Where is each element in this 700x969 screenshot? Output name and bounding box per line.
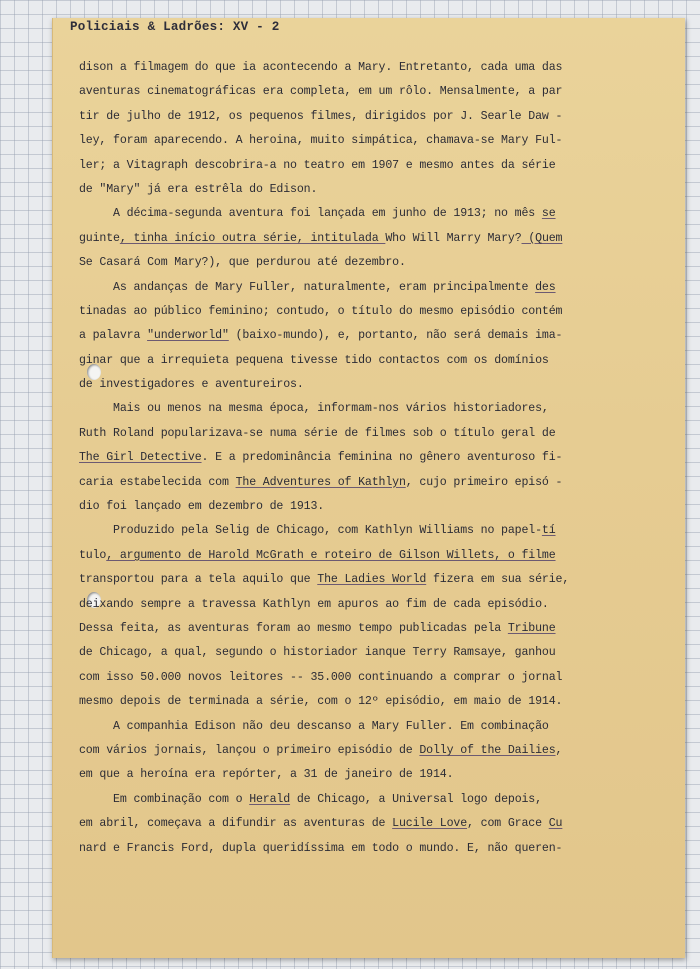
text-line (79, 617, 639, 641)
line-text: Ruth Roland popularizava-se numa série de filmes sob o título geral de (79, 426, 556, 440)
line-text: Se Casará Com Mary?), que perdurou até dezembro. (79, 256, 406, 270)
text-line (79, 227, 639, 251)
underlined-title: Cu (548, 817, 563, 831)
line-text: A companhia Edison não deu descanso a Mary Fuller. Em combinação (79, 719, 549, 733)
underlined-title: (Quem (521, 231, 563, 245)
line-text: deixando sempre a travessa Kathlyn em apuros ao fim de cada episódio. (79, 597, 549, 611)
line-text: de "Mary" já era estrêla do Edison. (79, 182, 318, 196)
line-text: dison a filmagem do que ia acontecendo a Mary. Entretanto, cada uma das (79, 61, 563, 74)
text-line (79, 178, 639, 202)
line-text: A décima-segunda aventura foi lançada em junho de 1913; no mês (79, 207, 542, 221)
underlined-title: Tribune (507, 621, 556, 635)
underlined-title: The Ladies World (317, 573, 427, 587)
line-text: . E a predominância feminina no gênero aventuroso fi- (201, 451, 563, 465)
underlined-title: Herald (249, 792, 291, 806)
line-text: , (555, 743, 563, 757)
text-line (79, 568, 639, 592)
underlined-title: Lucile Love (392, 817, 468, 831)
line-text: Dessa feita, as aventuras foram ao mesmo tempo publicadas pela (79, 621, 508, 635)
text-line (79, 373, 639, 397)
line-text: em que a heroína era repórter, a 31 de janeiro de 1914. (79, 768, 454, 782)
line-text: As andanças de Mary Fuller, naturalmente, eram principalmente (79, 280, 536, 294)
line-text: aventuras cinematográficas era completa, em um rôlo. Mensalmente, a par (79, 85, 563, 99)
typed-body-text (79, 56, 639, 861)
text-line (79, 349, 639, 373)
line-text: de Chicago, a qual, segundo o historiador ianque Terry Ramsaye, ganhou (79, 646, 556, 660)
text-line (79, 495, 639, 519)
line-text: Mais ou menos na mesma época, informam-nos vários historiadores, (79, 402, 549, 416)
underlined-title: , argumento de Harold McGrath e roteiro de Gilson Willets, o filme (106, 548, 556, 562)
text-line (79, 276, 639, 300)
text-line (79, 788, 639, 812)
text-line (79, 300, 639, 324)
text-line (79, 544, 639, 568)
text-line (79, 56, 639, 80)
line-text: transportou para a tela aquilo que (79, 573, 318, 587)
text-line (79, 641, 639, 665)
line-text: fizera em sua série, (426, 573, 570, 587)
text-line (79, 154, 639, 178)
line-text: de investigadores e aventureiros. (79, 378, 304, 392)
line-text: guinte (79, 231, 120, 245)
line-text: (baixo-mundo), e, portanto, não será demais ima- (228, 329, 563, 343)
line-text: ginar que a irrequieta pequena tivesse tido contactos com os domínios (79, 353, 549, 367)
line-text: tinadas ao público feminino; contudo, o título do mesmo episódio contém (79, 304, 563, 318)
line-text: ley, foram aparecendo. A heroina, muito simpática, chamava-se Mary Ful- (79, 134, 563, 148)
text-line (79, 251, 639, 275)
line-text: tulo (79, 548, 107, 562)
text-line (79, 324, 639, 348)
text-line (79, 715, 639, 739)
text-line (79, 763, 639, 787)
text-line (79, 105, 639, 129)
text-line (79, 80, 639, 104)
underlined-title: Dolly of the Dailies (419, 743, 556, 757)
line-text: caria estabelecida com (79, 475, 236, 489)
line-text: Produzido pela Selig de Chicago, com Kathlyn Williams no papel- (79, 524, 542, 538)
underlined-title: , tinha início outra série, intitulada (119, 231, 386, 245)
text-line (79, 812, 639, 836)
line-text: a palavra (79, 329, 148, 343)
text-line (79, 129, 639, 153)
page-header: Policiais & Ladrões: XV - 2 (70, 20, 280, 34)
line-text: em abril, começava a difundir as aventuras de (79, 817, 393, 831)
line-text: , com Grace (467, 817, 549, 831)
line-text: Em combinação com o (79, 792, 250, 806)
text-line (79, 422, 639, 446)
line-text: , cujo primeiro episó - (405, 475, 563, 489)
text-line (79, 202, 639, 226)
line-text: tir de julho de 1912, os pequenos filmes, dirigidos por J. Searle Daw - (79, 109, 563, 123)
text-line (79, 837, 639, 861)
line-text: Who Will Marry Mary? (385, 231, 522, 245)
underlined-title: The Adventures of Kathlyn (235, 475, 406, 489)
text-line (79, 519, 639, 543)
text-line (79, 690, 639, 714)
line-text: dio foi lançado em dezembro de 1913. (79, 500, 325, 514)
text-line (79, 446, 639, 470)
text-line (79, 666, 639, 690)
underlined-title: tí (541, 524, 556, 538)
text-line (79, 593, 639, 617)
underlined-title: se (541, 207, 556, 221)
underlined-title: The Girl Detective (79, 451, 202, 465)
line-text: nard e Francis Ford, dupla queridíssima em todo o mundo. E, não queren- (79, 841, 563, 855)
line-text: de Chicago, a Universal logo depois, (290, 792, 542, 806)
text-line (79, 739, 639, 763)
underlined-title: des (535, 280, 556, 294)
line-text: com isso 50.000 novos leitores -- 35.000 continuando a comprar o jornal (79, 670, 563, 684)
underlined-title: "underworld" (147, 329, 229, 343)
line-text: mesmo depois de terminada a série, com o 12º episódio, em maio de 1914. (79, 695, 563, 709)
line-text: com vários jornais, lançou o primeiro episódio de (79, 743, 420, 757)
text-line (79, 397, 639, 421)
line-text: ler; a Vitagraph descobrira-a no teatro em 1907 e mesmo antes da série (79, 158, 556, 172)
text-line (79, 471, 639, 495)
